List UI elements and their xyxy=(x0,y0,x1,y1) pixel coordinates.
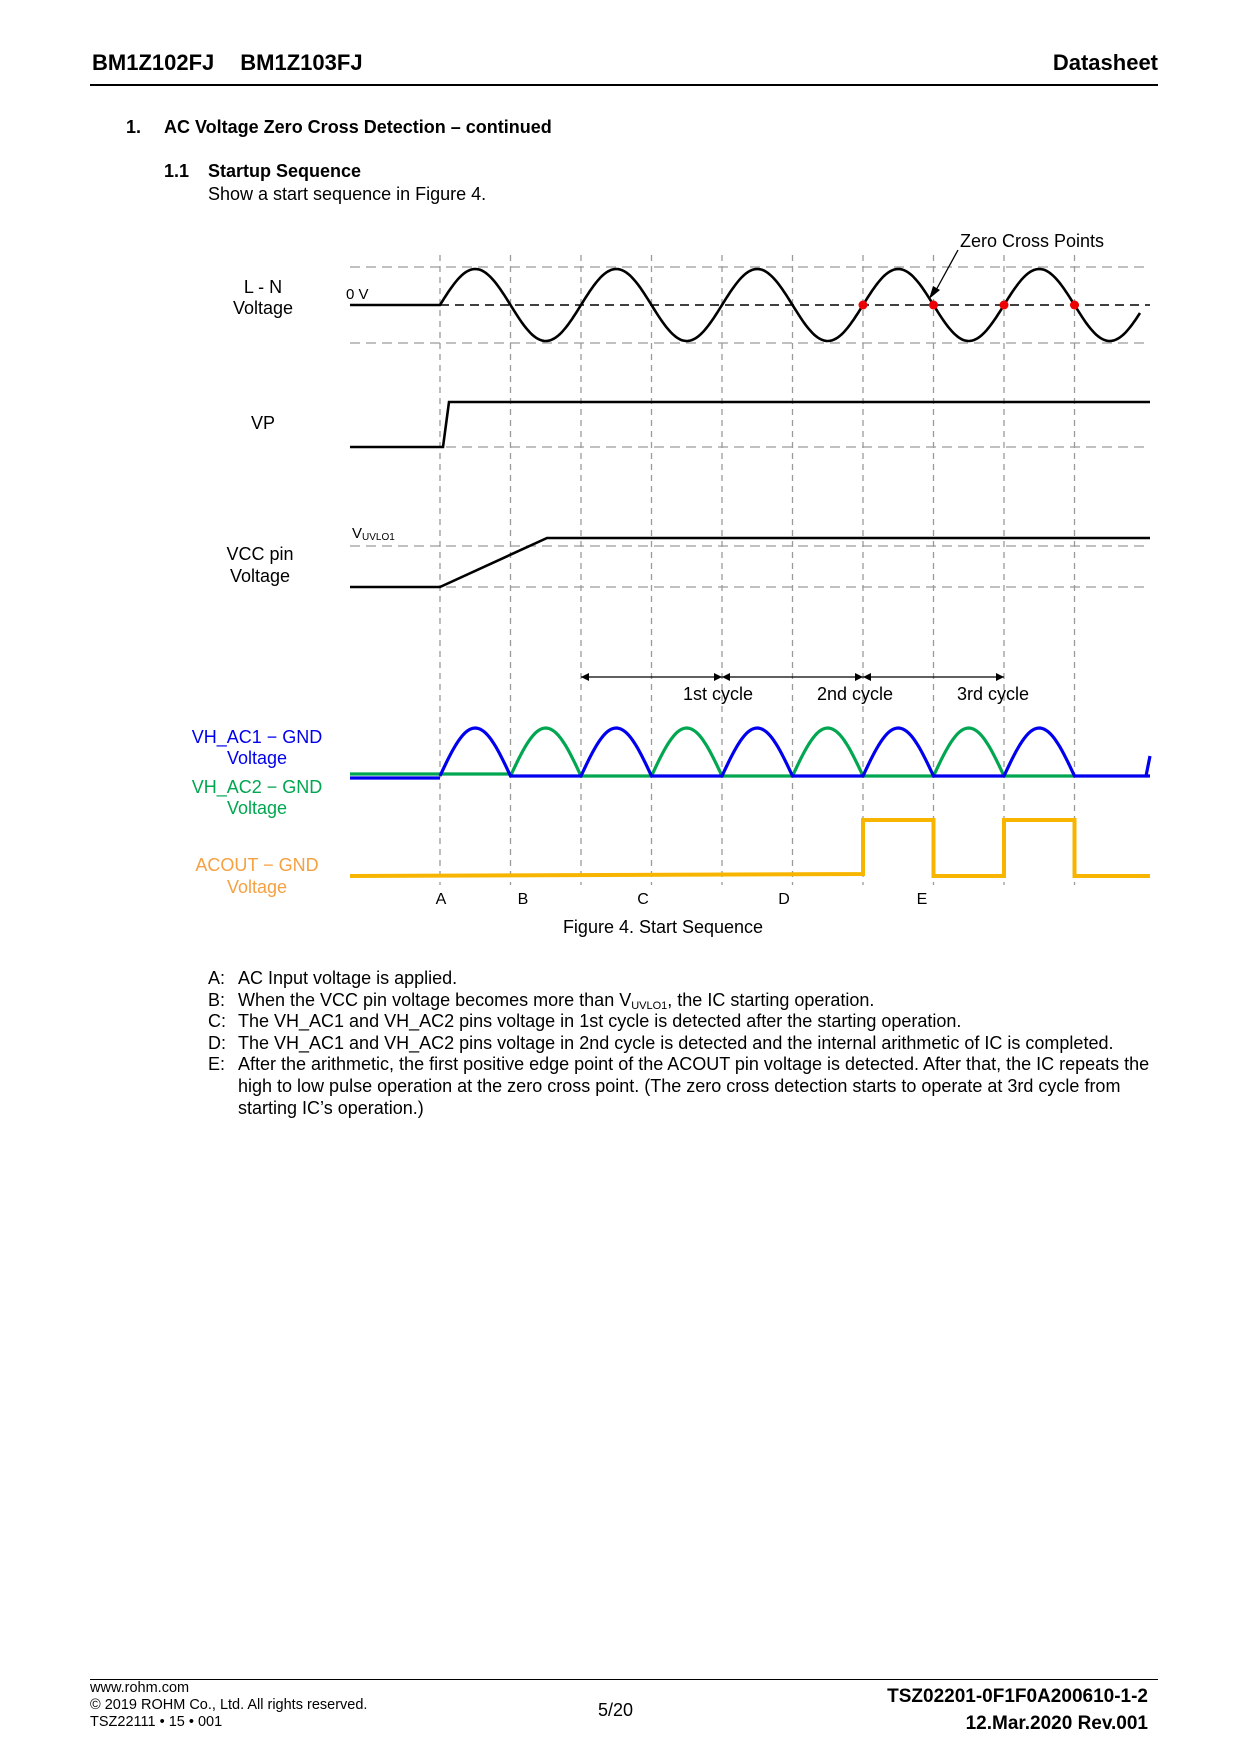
zero-cross-point-3 xyxy=(1000,301,1009,310)
cycle-arrow-3-left-head xyxy=(863,673,871,681)
cycle-arrow-1-right-head xyxy=(714,673,722,681)
marker-a: A xyxy=(435,891,447,908)
marker-e: E xyxy=(916,891,928,908)
figure-caption: Figure 4. Start Sequence xyxy=(562,917,764,937)
cycle-label-1: 1st cycle xyxy=(682,684,754,704)
cycle-label-3: 3rd cycle xyxy=(956,684,1030,704)
zero-cross-arrow-head xyxy=(929,286,940,299)
note-a xyxy=(208,968,1168,990)
part-number-2: BM1Z103FJ xyxy=(240,50,363,75)
footer-code: TSZ22111 • 15 • 001 xyxy=(90,1714,223,1730)
zero-cross-point-4 xyxy=(1070,301,1079,310)
marker-c: C xyxy=(637,891,649,908)
note-d xyxy=(208,1033,1168,1055)
vcc-label-line1: VCC pin xyxy=(226,544,294,564)
waveforms xyxy=(350,269,1150,876)
subsection-title: Startup Sequence xyxy=(208,161,362,181)
note-key: B: xyxy=(208,989,226,1010)
date-revision: 12.Mar.2020 Rev.001 xyxy=(965,1713,1148,1734)
marker-b: B xyxy=(517,891,529,908)
ln-label-line2: Voltage xyxy=(232,298,294,318)
note-e xyxy=(208,1054,1168,1119)
part-number-1: BM1Z102FJ xyxy=(92,50,215,75)
note-b-sub: UVLO1 xyxy=(631,999,668,1012)
footer-copyright: © 2019 ROHM Co., Ltd. All rights reserved. xyxy=(90,1697,368,1713)
sequence-notes xyxy=(208,968,1168,1119)
zero-cross-point-2 xyxy=(929,301,938,310)
zero-cross-point-1 xyxy=(859,301,868,310)
vhac2-wave xyxy=(440,728,1075,776)
uvlo-label xyxy=(352,525,395,543)
vhac1-label-line2: Voltage xyxy=(226,748,288,768)
subsection-number: 1.1 xyxy=(164,161,190,181)
section-title: AC Voltage Zero Cross Detection – continued xyxy=(164,117,552,137)
note-b xyxy=(208,990,1168,1012)
guide-lines xyxy=(350,255,1150,885)
footer-left xyxy=(90,1680,367,1731)
vhac2-label-line1: VH_AC2 − GND xyxy=(191,777,323,797)
subsection-intro: Show a start sequence in Figure 4. xyxy=(208,184,487,204)
cycle-arrow-3-right-head xyxy=(996,673,1004,681)
cycle-arrow-2-right-head xyxy=(855,673,863,681)
note-b-post: , the IC starting operation. xyxy=(667,989,875,1010)
note-b-pre: When the VCC pin voltage becomes more than V xyxy=(238,989,632,1010)
marker-d: D xyxy=(778,891,790,908)
uvlo-label-main: V xyxy=(352,525,363,542)
acout-label-line1: ACOUT − GND xyxy=(195,855,319,875)
vp-label: VP xyxy=(250,413,276,433)
acout-label-line2: Voltage xyxy=(226,877,288,897)
note-key: E: xyxy=(208,1054,226,1075)
vhac1-label-line1: VH_AC1 − GND xyxy=(191,727,323,747)
note-key: C: xyxy=(208,1011,226,1032)
note-key: A: xyxy=(208,968,226,988)
doc-type: Datasheet xyxy=(1052,50,1158,75)
vhac2-label-line2: Voltage xyxy=(226,798,288,818)
note-c xyxy=(208,1011,1168,1033)
acout-wave xyxy=(350,820,1150,876)
page-number: 5/20 xyxy=(598,1700,634,1720)
vp-wave xyxy=(350,402,1150,447)
uvlo-label-sub: UVLO1 xyxy=(362,532,395,543)
note-text: After the arithmetic, the first positive edge point of the ACOUT pin voltage is detected. After that, the IC repeats the high to low pulse operation at the zero cross point. (The zero cross detection starts to operate at 3rd cycle from starting IC’s operation.) xyxy=(238,1054,1150,1118)
note-key: D: xyxy=(208,1032,226,1053)
cycle-arrow-2-left-head xyxy=(722,673,730,681)
note-text xyxy=(238,990,1168,1012)
section-number: 1. xyxy=(126,117,142,137)
vcc-label-line2: Voltage xyxy=(229,566,291,586)
note-text: The VH_AC1 and VH_AC2 pins voltage in 2nd cycle is detected and the internal arithmetic of IC is completed. xyxy=(238,1032,1114,1053)
cycle-label-2: 2nd cycle xyxy=(816,684,894,704)
zero-cross-label: Zero Cross Points xyxy=(960,231,1105,251)
cycle-arrow-1-left-head xyxy=(581,673,589,681)
zero-volt-label: 0 V xyxy=(346,286,369,303)
zero-cross-arrow-shaft xyxy=(935,250,958,292)
ln-label-line1: L - N xyxy=(243,277,283,297)
doc-number: TSZ02201-0F1F0A200610-1-2 xyxy=(887,1686,1148,1707)
note-text: The VH_AC1 and VH_AC2 pins voltage in 1st cycle is detected after the starting operation. xyxy=(238,1011,962,1032)
footer-website[interactable]: www.rohm.com xyxy=(90,1680,190,1696)
note-text: AC Input voltage is applied. xyxy=(238,968,458,988)
footer-right xyxy=(887,1683,1148,1737)
